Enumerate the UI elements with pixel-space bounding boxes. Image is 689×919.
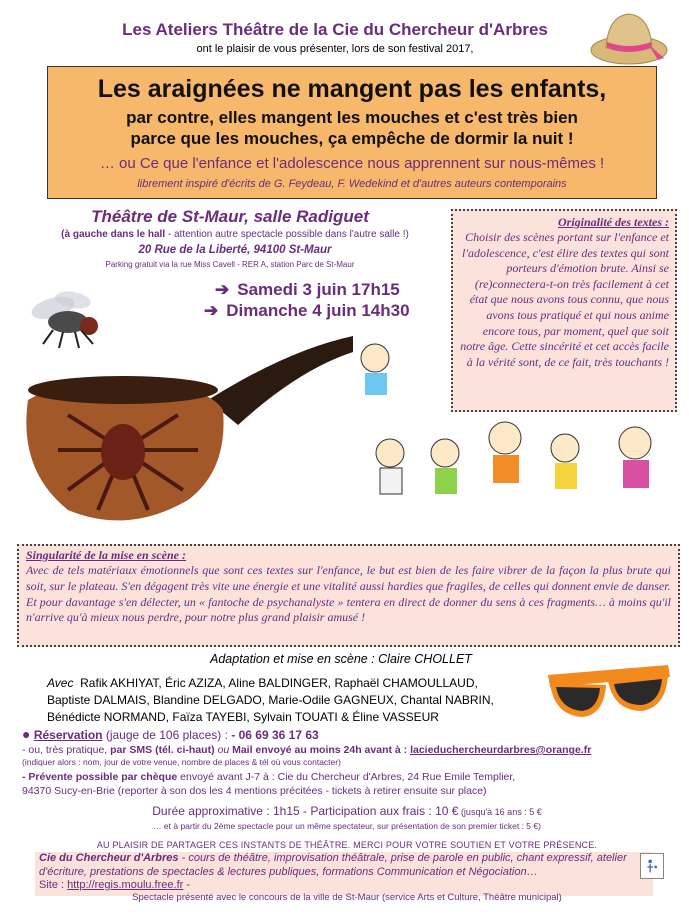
cast-line-1 xyxy=(47,675,537,692)
site-link[interactable]: http://regis.moulu.free.fr xyxy=(67,879,184,891)
mail-bold: Mail envoyé au moins 24h avant à : xyxy=(232,744,408,756)
originalite-title: Originalité des textes : xyxy=(558,215,669,229)
adaptation-credit: Adaptation et mise en scène : Claire CHOLLET xyxy=(210,652,472,666)
venue-name: Théâtre de St-Maur, salle Radiguet xyxy=(91,207,369,226)
company-desc xyxy=(39,852,649,879)
show-inspiration: librement inspiré d'écrits de G. Feydeau, F. Wedekind et d'autres auteurs contemporains xyxy=(137,178,567,190)
reservation-phone: - 06 69 36 17 63 xyxy=(231,728,319,742)
prevente-rest: envoyé avant J-7 à : Cie du Chercheur d'Arbres, 24 Rue Emile Templier, xyxy=(177,771,516,783)
sms-or: ou xyxy=(214,744,233,756)
prevente-line-2: 94370 Sucy-en-Brie (reporter à son dos les 4 mentions précitées - tickets à retirer ensuite sur place) xyxy=(22,785,487,797)
footer-note: Spectacle présenté avec le concours de la ville de St-Maur (service Arts et Culture, Théâtre municipal) xyxy=(132,892,562,903)
date-saturday xyxy=(215,280,400,300)
venue-address: 20 Rue de la Liberté, 94100 St-Maur xyxy=(138,244,332,256)
cast-list xyxy=(47,675,537,726)
venue-note-rest: - attention autre spectacle possible dans l'autre salle !) xyxy=(165,229,409,240)
singularite-title: Singularité de la mise en scène : xyxy=(26,548,186,562)
singularite-box xyxy=(17,544,680,647)
bullet-icon: ● xyxy=(22,726,31,742)
prevente xyxy=(22,770,682,798)
kids-illustration xyxy=(345,333,675,528)
arrow-right-icon: ➔ xyxy=(215,280,230,299)
show-alt-title: … ou Ce que l'enfance et l'adolescence nous apprennent sur nous-mêmes ! xyxy=(99,155,605,172)
straw-hat-icon xyxy=(588,8,670,68)
cast-line-3: Bénédicte NORMAND, Faïza TAYEBI, Sylvain TOUATI & Éline VASSEUR xyxy=(47,710,439,724)
show-title-line2: par contre, elles mangent les mouches et c'est très bien xyxy=(126,108,578,127)
cast-line-1-text: Rafik AKHIYAT, Éric AZIZA, Aline BALDINGER, Raphaël CHAMOULLAUD, xyxy=(80,676,478,690)
reservation-sms xyxy=(22,744,682,756)
company-desc-text: - cours de théâtre, improvisation théâtrale, prise de parole en public, chant expressif, atelier d'écriture, prestations de spectacles & lectures publiques, formations Communication et Négociation… xyxy=(39,852,627,878)
pipe-illustration xyxy=(8,330,353,530)
site-suffix: - xyxy=(183,879,191,891)
show-title-box xyxy=(47,66,657,199)
prevente-bold: - Prévente possible par chèque xyxy=(22,771,178,783)
company-site xyxy=(39,879,649,891)
header-subtitle: ont le plaisir de vous présenter, lors de son festival 2017, xyxy=(196,43,474,55)
singularite-text-1: Avec de tels matériaux émotionnels que sont ces textes sur l'enfance, le but est bien de les faire vibrer de la façon la plus brute qui soit, sur le plateau. S'en dégagent très vite une énergie et une vitalité aussi hardies que fragiles, de celles qui donnent envie de danser. xyxy=(26,563,671,593)
reservation-sms-note: (indiquer alors : nom, jour de votre venue, nombre de places & tél où vous contacter) xyxy=(22,757,341,767)
reservation-line xyxy=(22,726,672,742)
reservation-capacity: (jauge de 106 places) : xyxy=(102,728,232,742)
sms-prefix: - ou, très pratique, xyxy=(22,744,111,756)
pricing-main xyxy=(22,804,672,818)
pricing-kids: (jusqu'à 16 ans : 5 € xyxy=(458,807,542,817)
sms-bold: par SMS (tél. ci-haut) xyxy=(110,744,215,756)
prevente-line-1 xyxy=(22,770,682,784)
company-name: Cie du Chercheur d'Arbres xyxy=(39,852,179,864)
venue-parking: Parking gratuit via la rue Miss Cavell - RER A, station Parc de St-Maur xyxy=(105,260,355,269)
cast-line-2: Baptiste DALMAIS, Blandine DELGADO, Marie-Odile GAGNEUX, Chantal NABRIN, xyxy=(47,693,494,707)
pricing-second: … et à partir du 2ème spectacle pour un même spectateur, sur présentation de son premier ticket : 5 €) xyxy=(153,821,541,831)
reservation-label: Réservation xyxy=(33,728,103,742)
thanks-line: AU PLAISIR DE PARTAGER CES INSTANTS DE THÉÂTRE. MERCI POUR VOTRE SOUTIEN ET VOTRE PRÉSENCE. xyxy=(96,840,598,850)
company-logo-icon xyxy=(640,853,664,879)
venue-note xyxy=(20,229,450,240)
singularite-text-2: Et pour davantage s'en délecter, un « fantoche de psychanalyste » tentera en direct de donner du sens à ces fragments… à moins qu'il n'arrive qu'à mieux nous perdre, pour notre plus grand plaisir amusé ! xyxy=(26,594,671,625)
header-title: Les Ateliers Théâtre de la Cie du Chercheur d'Arbres xyxy=(122,20,548,39)
date-saturday-text: Samedi 3 juin 17h15 xyxy=(237,280,400,299)
arrow-right-icon: ➔ xyxy=(204,301,219,320)
site-label: Site : xyxy=(39,879,68,891)
originalite-text: Choisir des scènes portant sur l'enfance et l'adolescence, c'est élire des textes qui sont porteurs d'émotion brute. Ainsi se (re)connectera-t-on très facilement à cet état que nous avons tous connu, que nous avons tous pratiqué et qui nous anime encore tous, par moment, quel que soit notre âge. Cette sincérité et cet accès facile à la vérité sont, de ce fait, très touchants ! xyxy=(460,230,669,369)
company-box xyxy=(35,852,653,896)
show-title-line3: parce que les mouches, ça empêche de dormir la nuit ! xyxy=(130,129,574,148)
pricing-main-text: Durée approximative : 1h15 - Participation aux frais : 10 € xyxy=(152,804,459,818)
date-sunday xyxy=(204,301,410,321)
date-sunday-text: Dimanche 4 juin 14h30 xyxy=(226,301,410,320)
cast-avec-label: Avec xyxy=(47,676,74,690)
venue-note-bold: (à gauche dans le hall xyxy=(61,229,166,240)
show-title: Les araignées ne mangent pas les enfants, xyxy=(97,75,607,103)
email-link[interactable]: lacieduchercheurdarbres@orange.fr xyxy=(410,744,592,756)
